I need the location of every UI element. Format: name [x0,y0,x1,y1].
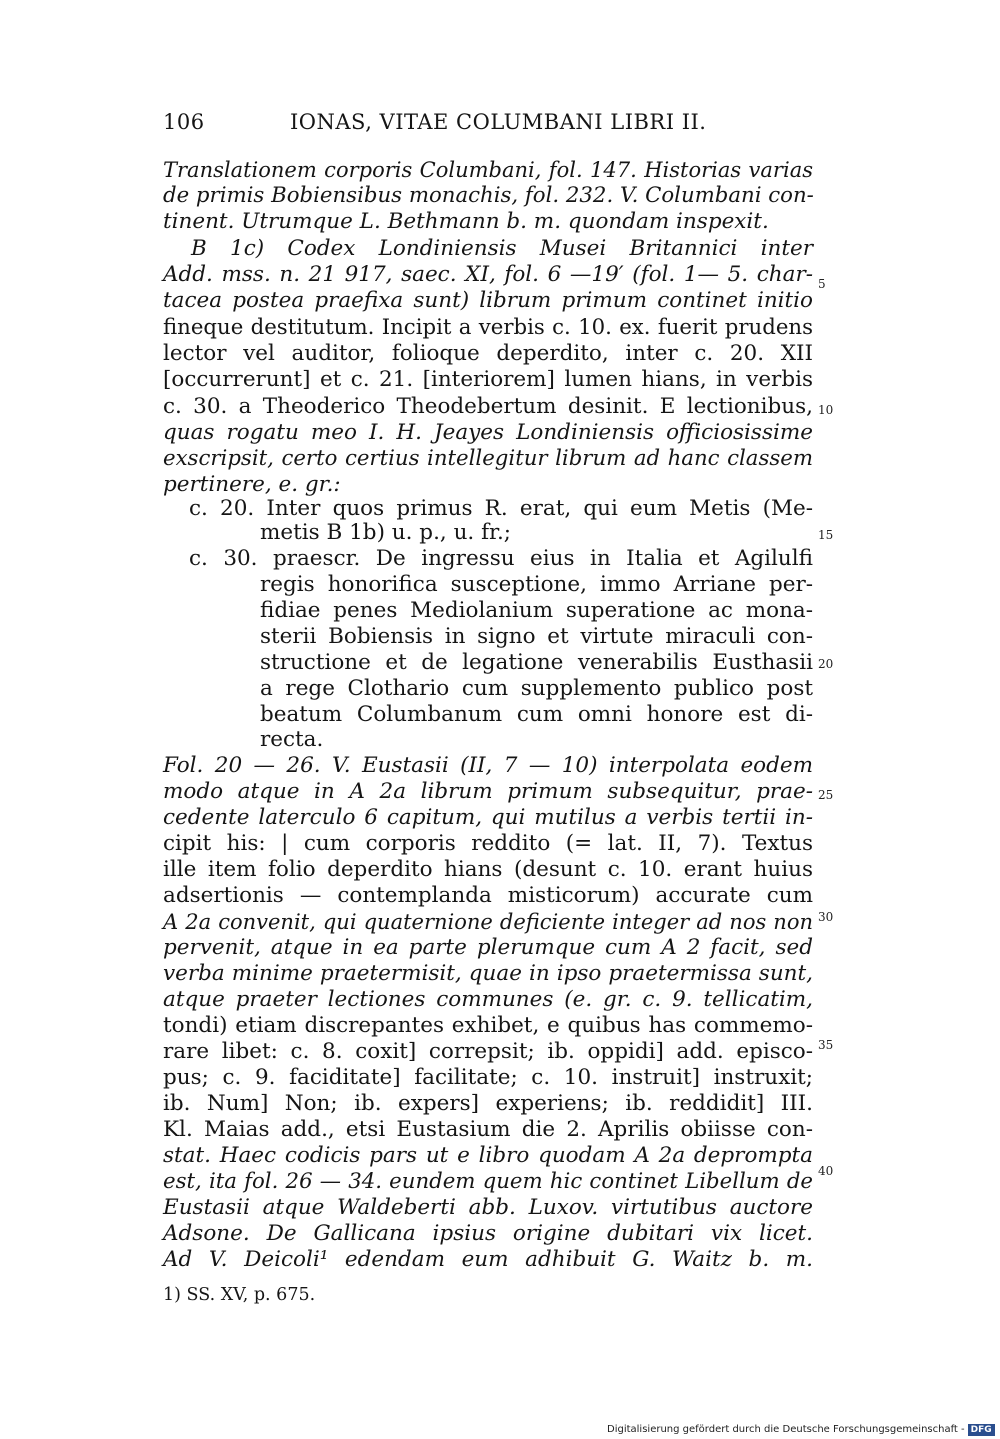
line-number: 10 [818,403,834,417]
text-line: sterii Bobiensis in signo et virtute miraculi con- [260,624,813,649]
text-line: c. 30. a Theoderico Theodebertum desinit. E lectionibus, [163,394,813,419]
text-line: beatum Columbanum cum omni honore est di- [260,702,813,727]
text-line: cipit his: | cum corporis reddito (= lat. II, 7). Textus [163,831,813,856]
text-line: A 2a convenit, qui quaternione deficiente integer ad nos non [163,910,813,934]
text-line: pervenit, atque in ea parte plerumque cum A 2 facit, sed [163,935,813,960]
text-line: recta. [260,727,324,752]
text-line: fineque destitutum. Incipit a verbis c. 10. ex. fuerit prudens [163,315,813,340]
page-header [163,110,813,140]
line-number: 40 [818,1164,834,1178]
text-line: structione et de legatione venerabilis Eusthasii [260,650,813,675]
page-number: 106 [163,110,205,134]
text-line: cedente laterculo 6 capitum, qui mutilus a verbis tertii in- [163,805,813,830]
text-line: Ad V. Deicoli¹ edendam eum adhibuit G. Waitz b. m. [163,1247,813,1272]
running-title: IONAS, VITAE COLUMBANI LIBRI II. [290,110,707,134]
text-line: metis B 1b) u. p., u. fr.; [260,520,512,545]
text-line: a rege Clothario cum supplemento publico post [260,676,813,701]
line-number: 15 [818,528,834,542]
text-line: pertinere, e. gr.: [163,472,341,497]
text-line: adsertionis — contemplanda misticorum) accurate cum [163,883,813,908]
text-line: lector vel auditor, folioque deperdito, inter c. 20. XII [163,341,813,366]
text-line: ib. Num] Non; ib. expers] experiens; ib. reddidit] III. [163,1091,813,1116]
text-line: de primis Bobiensibus monachis, fol. 232. V. Columbani con- [163,183,814,208]
text-line: fidiae penes Mediolanium superatione ac mona- [260,598,813,623]
text-line: Adsone. De Gallicana ipsius origine dubitari vix licet. [163,1221,813,1246]
text-line: [occurrerunt] et c. 21. [interiorem] lumen hians, in verbis [163,367,813,392]
text-line: B 1c) Codex Londiniensis Musei Britannici inter [191,236,813,261]
text-line: quas rogatu meo I. H. Jeayes Londiniensis officiosissime [163,420,813,445]
text-line: Translationem corporis Columbani, fol. 147. Historias varias [163,158,813,182]
text-line: tacea postea praefixa sunt) librum primum continet initio [163,288,813,313]
text-line: exscripsit, certo certius intellegitur librum ad hanc classem [163,446,813,471]
dfg-logo: DFG [968,1424,995,1436]
text-line: verba minime praetermisit, quae in ipso praetermissa sunt, [163,961,813,986]
line-number: 35 [818,1038,834,1052]
footnote: 1) SS. XV, p. 675. [163,1285,316,1305]
text-line: stat. Haec codicis pars ut e libro quodam A 2a deprompta [163,1143,813,1168]
text-line: ille item folio deperdito hians (desunt c. 10. erant huius [163,857,813,882]
text-line: c. 30. praescr. De ingressu eius in Italia et Agilulfi [189,546,813,571]
digitization-credit [607,1423,1000,1439]
text-line: pus; c. 9. faciditate] facilitate; c. 10. instruit] instruxit; [163,1065,813,1090]
text-line: Fol. 20 — 26. V. Eustasii (II, 7 — 10) interpolata eodem [163,753,813,778]
text-line: est, ita fol. 26 — 34. eundem quem hic continet Libellum de [163,1169,813,1194]
line-number: 5 [818,277,826,291]
text-line: tondi) etiam discrepantes exhibet, e quibus has commemo- [163,1013,813,1038]
text-line: Eustasii atque Waldeberti abb. Luxov. virtutibus auctore [163,1195,813,1220]
text-line: rare libet: c. 8. coxit] correpsit; ib. oppidi] add. episco- [163,1039,813,1064]
text-line: c. 20. Inter quos primus R. erat, qui eum Metis (Me- [189,496,813,521]
text-line: regis honorifica susceptione, immo Arriane per- [260,572,813,597]
credit-text: Digitalisierung gefördert durch die Deutsche Forschungsgemeinschaft - [607,1424,965,1435]
text-line: modo atque in A 2a librum primum subsequitur, prae- [163,779,813,804]
line-number: 25 [818,788,834,802]
text-line: atque praeter lectiones communes (e. gr. c. 9. tellicatim, [163,987,813,1012]
text-line: Kl. Maias add., etsi Eustasium die 2. Aprilis obiisse con- [163,1117,813,1142]
text-line: tinent. Utrumque L. Bethmann b. m. quondam inspexit. [163,209,769,234]
line-number: 30 [818,910,834,924]
line-number: 20 [818,657,834,671]
text-line: Add. mss. n. 21 917, saec. XI, fol. 6 —19′ (fol. 1— 5. char- [163,262,813,287]
